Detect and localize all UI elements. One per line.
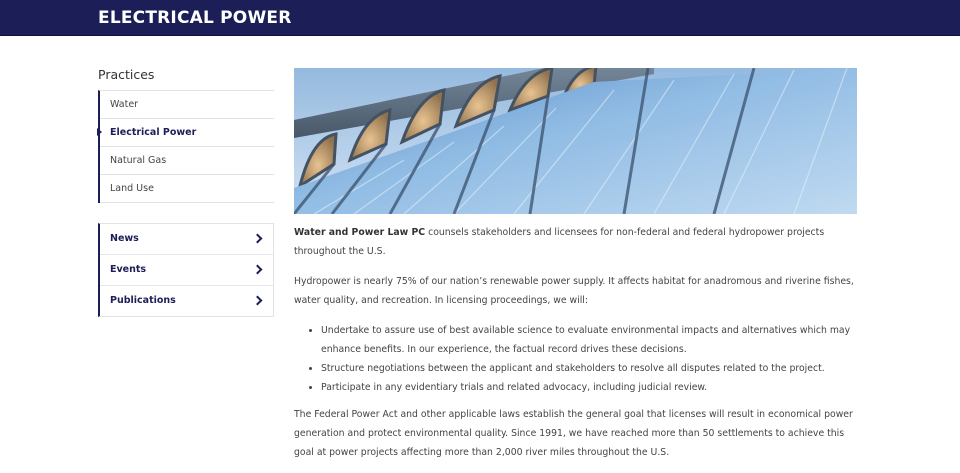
main-content [294,223,857,473]
sidebar-item-water[interactable] [100,91,274,119]
sidebar-item-natural-gas[interactable] [100,147,274,175]
practice-list [98,90,274,203]
hero-image [294,68,857,214]
sidebar-item-label: Water [110,99,139,110]
sidebar-heading: Practices [98,67,155,82]
list-item: • Undertake to assure use of best available science to evaluate environmental impacts and alternatives which may enhance benefits. In our experience, the factual record drives these decisions. [321,321,857,359]
related-links [98,223,274,317]
intro-paragraph [294,223,857,261]
sidebar-item-label: Electrical Power [110,127,197,138]
services-list [294,321,857,397]
header-bar [0,0,960,36]
sidebar-item-land-use[interactable] [100,175,274,203]
sidebar-item-electrical-power[interactable] [100,119,274,147]
sidebar [98,66,274,317]
publications-link[interactable] [100,286,273,316]
federal-power-paragraph: The Federal Power Act and other applicable laws establish the general goal that licenses will result in economical power generation and protect environmental quality. Since 1991, we have reached more than 50 settlements to achieve this goal at power projects affecting more than 2,000 river miles throughout the U.S. [294,409,853,458]
hydropower-paragraph: Hydropower is nearly 75% of our nation’s renewable power supply. It affects habitat for anadromous and riverine fishes, water quality, and recreation. In licensing proceedings, we will: [294,276,854,306]
page-title: ELECTRICAL POWER [98,8,292,28]
intro-text: counsels stakeholders and licensees for non-federal and federal hydropower projects throughout the U.S. [294,227,825,257]
sidebar-item-label: Natural Gas [110,155,167,166]
news-link[interactable] [100,224,273,255]
list-item: • Participate in any evidentiary trials and related advocacy, including judicial review. [321,378,857,397]
chevron-right-icon [253,265,263,275]
active-indicator-icon [97,128,102,136]
firm-name: Water and Power Law PC [294,227,426,238]
sidebar-item-label: Land Use [110,183,154,194]
chevron-right-icon [253,296,263,306]
link-label: News [110,233,139,244]
events-link[interactable] [100,255,273,286]
chevron-right-icon [253,234,263,244]
dam-spillway-image [294,68,857,214]
link-label: Publications [110,295,176,306]
link-label: Events [110,264,147,275]
list-item: • Structure negotiations between the applicant and stakeholders to resolve all disputes related to the project. [321,359,857,378]
